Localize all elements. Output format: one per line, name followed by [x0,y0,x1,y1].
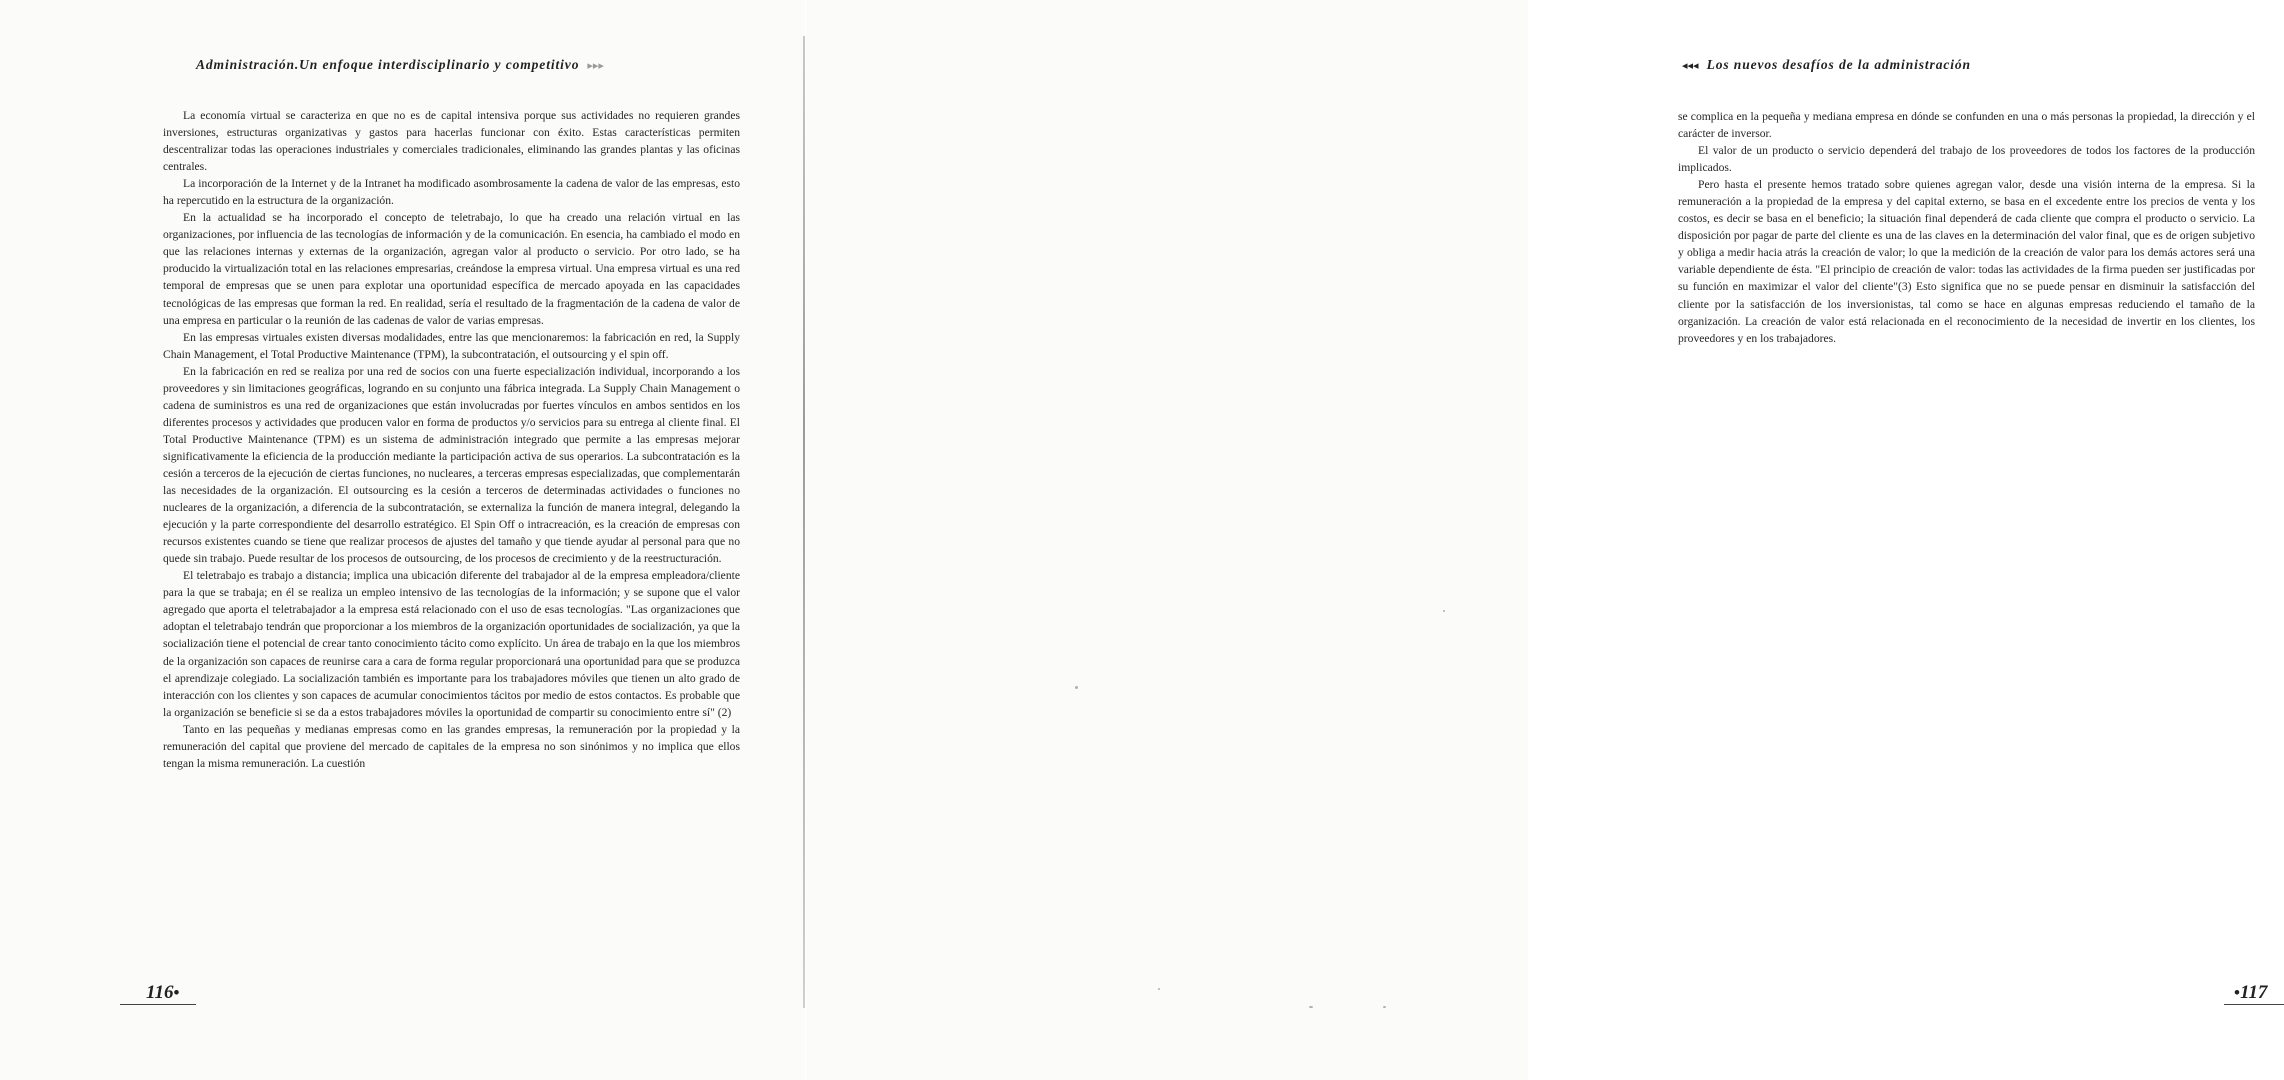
paragraph: En la actualidad se ha incorporado el concepto de teletrabajo, lo que ha creado una relación virtual en las organizaciones, por influencia de las tecnologías de información y de la comunicación. En esencia, ha cambiado el modo en que las relaciones internas y externas de la organización, agregan valor al producto o servicio. Por otro lado, se ha producido la virtualización total en las relaciones empresarias, creándose la empresa virtual. Una empresa virtual es una red temporal de empresas que se unen para explotar una oportunidad específica de mercado apoyada en las capacidades tecnológicas de las empresas que forman la red. En realidad, sería el resultado de la fragmentación de la cadena de valor de una empresa en particular o la reunión de las cadenas de valor de varias empresas. [163,211,740,327]
bullet-ornament: • [2234,983,2240,1002]
scan-speck [1309,1006,1313,1008]
right-page-number [2234,982,2267,1004]
paragraph: El teletrabajo es trabajo a distancia; implica una ubicación diferente del trabajador al de la empresa empleadora/cliente para la que se trabaja; en él se realiza un empleo intensivo de las tecnologías de la información; y se supone que el valor agregado que aporta el teletrabajador a la empresa está relacionado con el uso de esas tecnologías. "Las organizaciones que adoptan el teletrabajo tendrán que proporcionar a los miembros de la organización oportunidades de socialización, ya que la socialización tiene el potencial de crear tanto conocimiento tácito como explícito. Un área de trabajo en la que los miembros de la organización son capaces de reunirse cara a cara de forma regular proporcionará una oportunidad para que se produzca el aprendizaje colegiado. La socialización también es importante para los trabajadores móviles que tienen un alto grado de interacción con los clientes y son capaces de acumular conocimientos tácitos por medio de estos contactos. Es probable que la organización se beneficie si se da a estos trabajadores móviles la oportunidad de compartir su conocimiento entre sí" (2) [163,569,740,719]
scan-speck [1075,686,1078,689]
paragraph: La incorporación de la Internet y de la Intranet ha modificado asombrosamente la cadena de valor de las empresas, esto ha repercutido en la estructura de la organización. [163,177,740,208]
paragraph: La economía virtual se caracteriza en que no es de capital intensiva porque sus actividades no requieren grandes inversiones, estructuras organizativas y gastos para hacerlas funcionar con éxito. Estas características permiten descentralizar todas las operaciones industriales y comerciales tradicionales, eliminando las grandes plantas y las oficinas centrales. [163,109,740,174]
left-page-number [146,982,179,1004]
scan-speck [1383,1006,1386,1008]
right-folio-rule [2224,1004,2284,1005]
book-gutter [803,36,805,1008]
right-body-text [1678,108,2255,347]
left-body-text [163,107,740,772]
scan-speck [1158,988,1160,990]
page-number-text: 116 [146,982,174,1003]
paragraph: Pero hasta el presente hemos tratado sobre quienes agregan valor, desde una visión interna de la empresa. Si la remuneración a la propiedad de la empresa y del capital externo, se basa en el excedente entre los precios de venta y los costos, es decir se basa en el beneficio; la situación final dependerá de cada cliente que compra el producto o servicio. La disposición por pagar de parte del cliente es una de las claves en la determinación del valor final, que es de origen subjetivo y obliga a medir hacia atrás la creación de valor; lo que la medición de la creación de valor para los demás actores será una variable dependiente de ésta. "El principio de creación de valor: todas las actividades de la firma pueden ser justificadas por su función en maximizar el valor del cliente"(3) Esto significa que no se puede pensar en disminuir la satisfacción del cliente por la satisfacción de los inversionistas, tal como se hace en algunas empresas reduciendo el tamaño de la organización. La creación de valor está relacionada en el reconocimiento de la necesidad de invertir en los clientes, los proveedores y en los trabajadores. [1678,178,2255,345]
paragraph: El valor de un producto o servicio dependerá del trabajo de los proveedores de todos los factores de la producción implicados. [1678,144,2255,175]
paragraph: se complica en la pequeña y mediana empresa en dónde se confunden en una o más personas la propiedad, la dirección y el carácter de inversor. [1678,110,2255,141]
left-arrows-ornament: ◂◂◂ [1682,60,1699,72]
right-page [806,0,2268,1080]
left-header-title: Administración.Un enfoque interdisciplinario y competitivo [196,57,580,72]
paragraph: Tanto en las pequeñas y medianas empresas como en las grandes empresas, la remuneración por la propiedad y la remuneración del capital que proviene del mercado de capitales de la empresa no son sinónimos y no implica que ellos tengan la misma remuneración. La cuestión [163,722,740,770]
paragraph: En las empresas virtuales existen diversas modalidades, entre las que mencionaremos: la fabricación en red, la Supply Chain Management, el Total Productive Maintenance (TPM), la subcontratación, el outsourcing y el spin off. [163,330,740,361]
paragraph: En la fabricación en red se realiza por una red de socios con una fuerte especialización individual, incorporando a los proveedores y sin limitaciones geográficas, logrando en su conjunto una fábrica integrada. La Supply Chain Management o cadena de suministros es una red de organizaciones que están involucradas por fuertes vínculos en ambos sentidos en los diferentes procesos y actividades que producen valor en forma de productos y/o servicios para su entrega al cliente final. El Total Productive Maintenance (TPM) es un sistema de administración integrado que permite a las empresas mejorar significativamente la eficiencia de la producción mediante la participación activa de sus operarios. La subcontratación es la cesión a terceros de la ejecución de ciertas funciones, no nucleares, a terceras empresas especializadas, que complementarán las necesidades de la organización. El outsourcing es la cesión a terceros de determinadas actividades o funciones no nucleares de la organización, a diferencia de la subcontratación, se externaliza la función de manera integral, delegando la ejecución y la parte correspondiente del desarrollo estratégico. El Spin Off o intracreación, es la creación de empresas con recursos existentes cuando se tiene que realizar procesos de ajustes del tamaño y que tiende ayudar al personal para que no quede sin trabajo. Puede resultar de los procesos de outsourcing, de los procesos de crecimiento y de la reestructuración. [163,364,740,566]
right-arrows-ornament: ▸▸▸ [587,60,604,72]
left-folio-rule [120,1004,196,1005]
right-header-title: Los nuevos desafíos de la administración [1706,57,1971,72]
scan-speck [1443,610,1445,612]
left-running-header [196,57,604,73]
bullet-ornament: • [173,983,180,1002]
left-page [0,0,805,1080]
page-number-text: 117 [2239,982,2268,1003]
right-running-header [1682,57,1971,73]
